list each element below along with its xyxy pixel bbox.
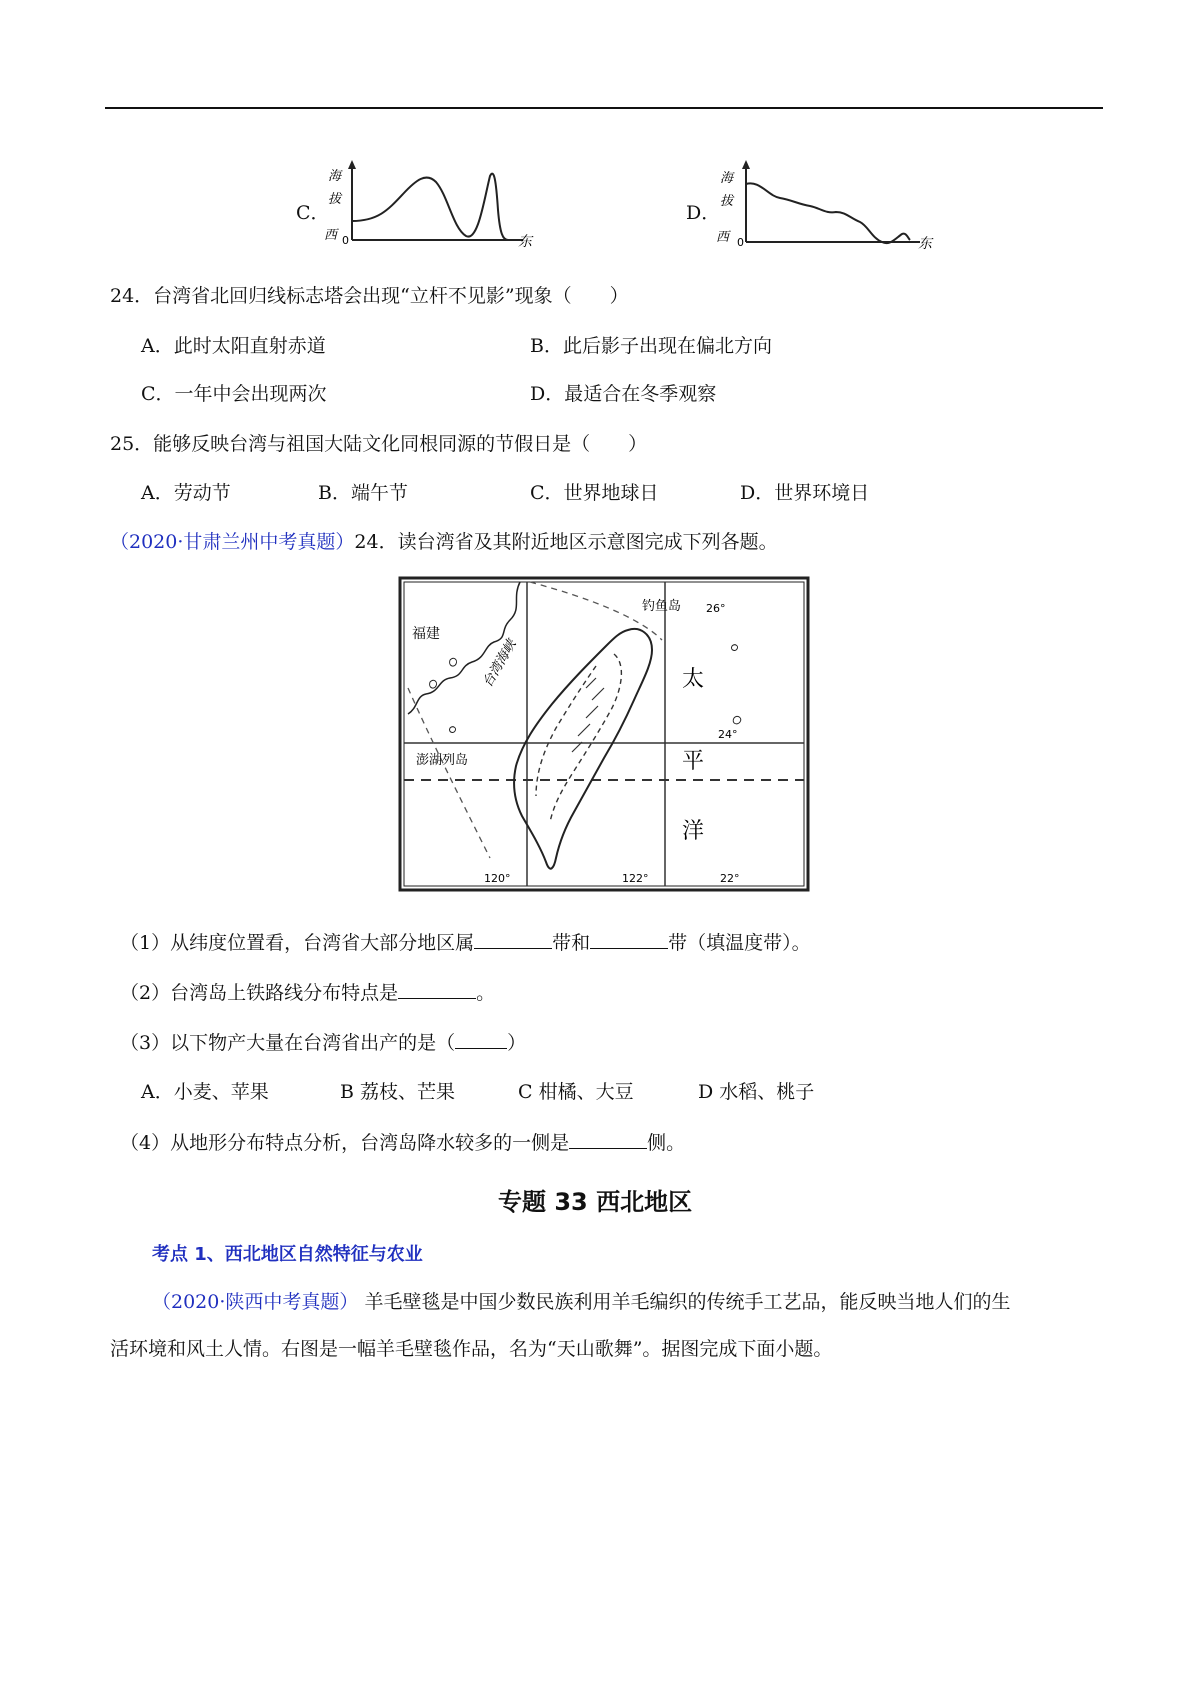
shaanxi-line-2: 活环境和风土人情。右图是一幅羊毛壁毯作品，名为“天山歌舞”。据图完成下面小题。 [110, 1338, 833, 1360]
subq-3-text-a: （3）以下物产大量在台湾省出产的是（ [120, 1032, 456, 1054]
q25-option-a: A．劳动节 [141, 482, 231, 504]
q24-stem: 24．台湾省北回归线标志塔会出现“立杆不见影”现象（ ） [110, 285, 629, 307]
map-label-lon122: 122° [622, 872, 649, 885]
subq-3-option-d: D 水稻、桃子 [698, 1081, 815, 1103]
c-zero-label: 0 [342, 234, 349, 247]
subq-3-text-b: ） [507, 1032, 527, 1054]
q24-option-a: A．此时太阳直射赤道 [141, 335, 326, 357]
subq-1 [120, 930, 811, 955]
map-label-lat26: 26° [706, 602, 726, 615]
map-label-lon120: 120° [484, 872, 511, 885]
c-y-label-3: 西 [324, 228, 338, 243]
q24-option-b: B．此后影子出现在偏北方向 [530, 335, 772, 357]
d-y-label-1: 海 [720, 171, 734, 186]
c-y-label-1: 海 [328, 169, 342, 184]
subq-1-blank-1[interactable] [474, 930, 552, 949]
shaanxi-source: （2020·陕西中考真题） [152, 1291, 359, 1313]
map-label-lat24: 24° [718, 728, 738, 741]
subq-1-text-a: （1）从纬度位置看，台湾省大部分地区属 [120, 932, 475, 954]
shaanxi-text-1: 羊毛壁毯是中国少数民族利用羊毛编织的传统手工艺品，能反映当地人们的生 [364, 1291, 1011, 1313]
q25-option-d: D．世界环境日 [740, 482, 870, 504]
subq-4 [120, 1130, 685, 1155]
map-label-ping: 平 [682, 749, 705, 774]
map-label-diaoyu: 钓鱼岛 [642, 599, 682, 614]
subq-1-blank-2[interactable] [590, 930, 668, 949]
q25-stem: 25．能够反映台湾与祖国大陆文化同根同源的节假日是（ ） [110, 433, 648, 455]
q24-option-d: D．最适合在冬季观察 [530, 383, 717, 405]
subq-4-text-a: （4）从地形分布特点分析，台湾岛降水较多的一侧是 [120, 1132, 570, 1154]
header-rule [105, 107, 1103, 109]
d-east-label: 东 [918, 236, 932, 252]
subq-1-text-c: 带（填温度带）。 [668, 932, 811, 954]
gansu-source: （2020·甘肃兰州中考真题） [110, 531, 355, 553]
shaanxi-line-1 [152, 1290, 1010, 1314]
c-y-label-2: 拔 [328, 192, 342, 207]
subq-3-option-c: C 柑橘、大豆 [518, 1081, 634, 1103]
d-zero-label: 0 [737, 236, 744, 249]
c-east-label: 东 [518, 234, 532, 250]
map-label-tai: 太 [682, 667, 705, 692]
q25-option-c: C．世界地球日 [530, 482, 659, 504]
option-c-label: C． [296, 202, 330, 224]
subq-4-blank[interactable] [569, 1130, 647, 1149]
topic-title: 专题 33 西北地区 [498, 1188, 693, 1216]
profile-c-chart [318, 160, 548, 252]
taiwan-map [390, 568, 820, 906]
map-label-lat22: 22° [720, 872, 740, 885]
subq-2 [120, 980, 495, 1005]
gansu-question-line [110, 530, 778, 554]
subq-2-text-b: 。 [476, 982, 496, 1004]
q24-option-c: C．一年中会出现两次 [141, 383, 327, 405]
subq-3 [120, 1030, 526, 1055]
subq-3-option-a: A．小麦、苹果 [141, 1081, 269, 1103]
subq-4-text-b: 侧。 [647, 1132, 686, 1154]
subq-3-blank[interactable] [455, 1030, 507, 1049]
profile-d-chart [710, 160, 950, 252]
d-y-label-2: 拔 [720, 194, 734, 209]
map-label-fujian: 福建 [412, 626, 440, 642]
map-label-penghu: 澎湖列岛 [416, 753, 469, 768]
subq-3-option-b: B 荔枝、芒果 [340, 1081, 456, 1103]
map-label-yang: 洋 [682, 819, 705, 844]
option-d-label: D． [686, 202, 721, 224]
d-y-label-3: 西 [716, 230, 730, 245]
subq-2-text-a: （2）台湾岛上铁路线分布特点是 [120, 982, 399, 1004]
gansu-stem: 24．读台湾省及其附近地区示意图完成下列各题。 [354, 531, 778, 553]
map-label-strait: 台湾海峡 [480, 637, 520, 690]
kaodian-heading: 考点 1、西北地区自然特征与农业 [152, 1244, 423, 1265]
subq-2-blank[interactable] [398, 980, 476, 999]
q25-option-b: B．端午节 [318, 482, 408, 504]
subq-1-text-b: 带和 [552, 932, 591, 954]
